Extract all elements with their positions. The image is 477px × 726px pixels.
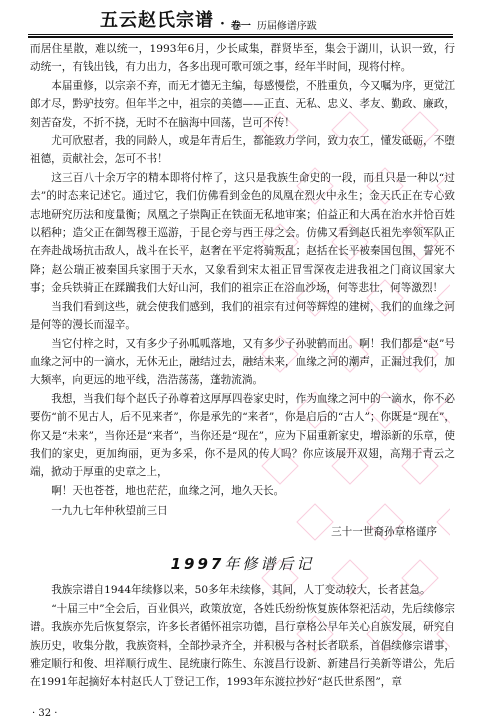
page-header — [100, 6, 420, 32]
volume-label: 卷一 — [230, 21, 251, 32]
closing-line: 啊！天也苍苍，地也茫茫，血缘之河，地久天长。 — [51, 484, 285, 497]
paragraph: 本届重修，以宗亲不弃，而无才德无主编，每感慢偿，不胜重负，今又嘱为序，更觉江郎才尽，黔驴技穷。但年半之中，祖宗的美德——正直、无私、忠义、孝友、勤政、廉政，刻苦奋发，不折不挠，无时不在脑海中回荡，岂可不传！ — [30, 79, 455, 129]
document-body — [30, 40, 455, 692]
section-title-text: 年修谱后记 — [224, 554, 315, 573]
paragraph: 当我们看到这些，就会使我们感到，我们的祖宗有过何等辉煌的建树，我们的血缘之河是何等的漫长而湿辛。 — [30, 300, 455, 332]
paragraph: 这三百八十余万字的精本即将付梓了，这只是我族生命史的一段，而且只是一种以“过去”的时态来记述它。通过它，我们仿佛看到金色的凤凰在烈火中永生；金天氏正在专心致志地研究历法和度量衡；凤凰之子崇陶正在铁面无私地审案；伯益正和大禹在治水并恰百姓以稻种；造父正在御驾穆王巡游，于昆仑旁与西王母之会。仿佛又看到赵氏祖先率领军队正在奔赴战场抗击敌人，战斗在长平，赵奢在平定将骑叛乱；赵括在长平被秦国包围，誓死不降；赵公瑞正被秦国兵家围于天水，又象看到宋太祖正冒雪深夜走进我祖之门商议国家大事；金兵铁骑正在蹂躏我们大好山河，我们的祖宗正在浴血沙场，何等悲壮，何等激烈！ — [30, 171, 455, 295]
page-number: · 32 · — [32, 708, 58, 719]
paragraph: 我想，当我们每个赵氏子孙尊着这厚厚四卷家史时，作为血缘之河中的一滴水，你不必要伤“前不见古人，后不见来者”，你是承先的“来者”，你是启后的“古人”；你既是“现在”，你又是“未来”，当你还是“来者”，当你还是“现在”，应为下届重新家史，增添新的乐章，使我们的家史，更加绚丽，更为多采，你不是风的传人吗？你应该展开双翅，高翔于青云之端，掀动于厚重的史章之上， — [30, 392, 455, 479]
paragraph: 尤可欣慰者，我的同龄人，或是年青后生，都能致力学问，致力农工，懂发砥砺，不堕祖德，贡献社会，怎可不书！ — [30, 135, 455, 166]
preface-date: 一九九七年仲秋望前三日 — [51, 505, 168, 518]
paragraph-continued: 而居住星散，难以统一，1993年6月，少长咸集，群贤毕至，集会于湖川，认识一致，行动统一，有钱出钱，有力出力，各多出现可歌可颂之事，经年半时间，现将付梓。 — [30, 43, 455, 74]
paragraph: 我族宗谱自1944年续修以来，50多年未续修，其间，人丁变动较大，长者甚急。 — [51, 584, 431, 597]
section-title — [30, 555, 455, 573]
section-title-year: 1997 — [170, 554, 225, 573]
header-separator: · — [220, 16, 225, 32]
page-title: 五云赵氏宗谱 — [100, 10, 214, 31]
paragraph: 当它付梓之时，又有多少子孙呱呱落地，又有多少子孙驶鹤而出。啊！我们都是“赵”号血缘之河中的一滴水，无休无止，融结过去，融结未来，血缘之河的潮声，正漏过我们，加大频率，向更远的地平线，浩浩荡荡，蓬勃流淌。 — [30, 337, 455, 387]
paragraph: “十届三中”全会后，百业俱兴，政策放宽，各姓氏纷纷恢复族体祭祀活动，先后续修宗谱。我族亦先后恢复祭宗，许多长者循怀祖宗功德，昌行章格公早年关心自族发展，研究自族历史，收集分散，我族资料，全部抄录齐全，并积极与各村长者联系，首倡续修宗谱事，雅定顺行和俊、坦祥顺行成生、昆统康行陈生、东渡昌行设新、新建昌行美新等谱公，先后在1991年起摘好本村赵氏人丁登记工作，1993年东渡拉抄好“赵氏世系图”，章 — [30, 602, 455, 689]
header-rule-thick — [28, 36, 453, 38]
header-subtitle: 历届修谱序跋 — [256, 21, 317, 32]
preface-signature: 三十一世裔孙章格谨序 — [331, 525, 437, 538]
header-rule-thin — [28, 34, 453, 35]
